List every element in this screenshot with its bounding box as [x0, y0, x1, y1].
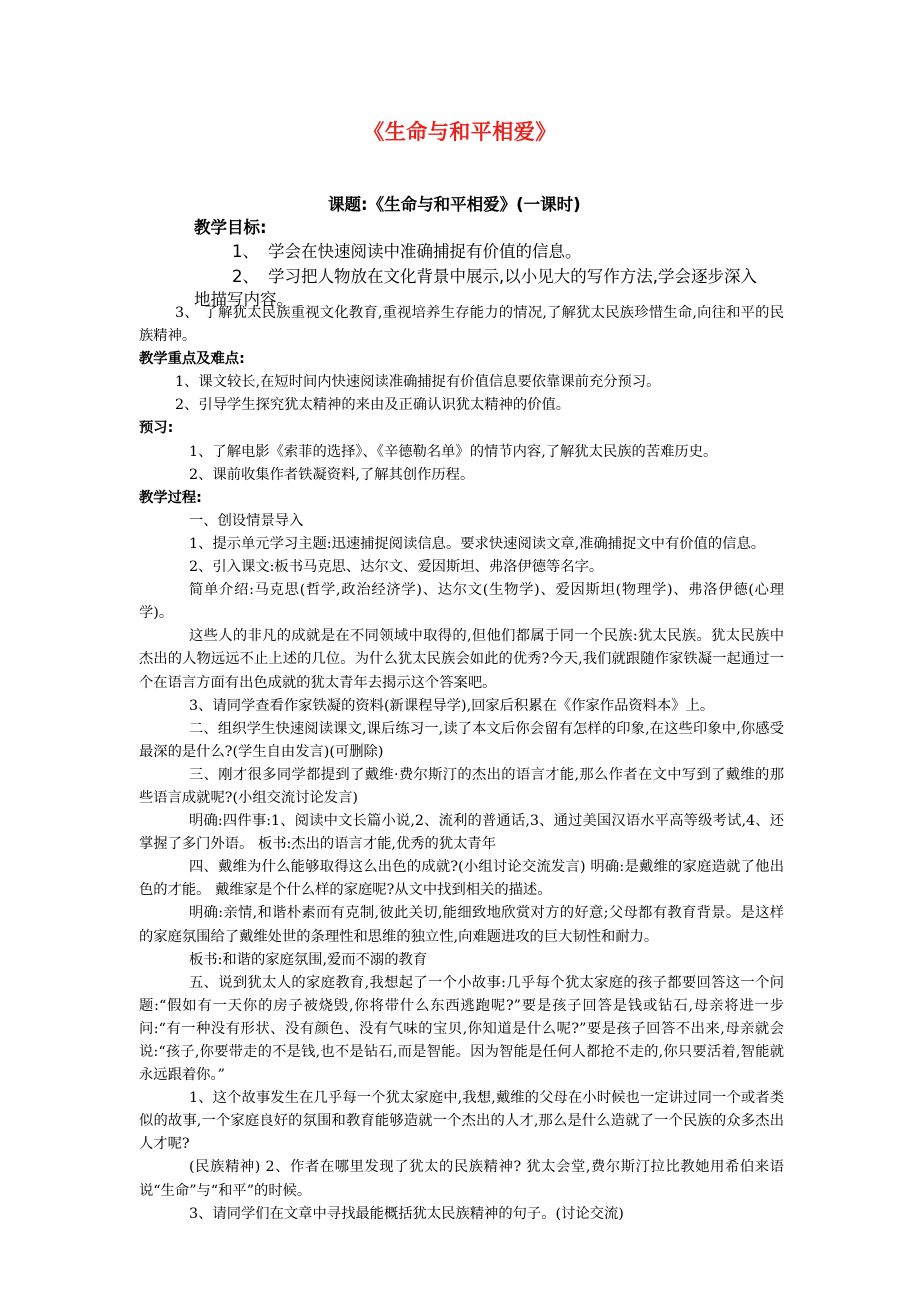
body-paragraph: 3、 了解犹太民族重视文化教育,重视培养生存能力的情况,了解犹太民族珍惜生命,向往和平的民族精神。	[139, 305, 784, 345]
section-heading: 教学重点及难点:	[139, 351, 245, 368]
body-paragraph: 3、请同学们在文章中寻找最能概括犹太民族精神的句子。(讨论交流)	[189, 1205, 624, 1222]
body-paragraph: 三、刚才很多同学都提到了戴维·费尔斯汀的杰出的语言才能,那么作者在文中写到了戴维的那些语言成就呢?(小组交流讨论发言)	[139, 766, 784, 806]
goal-number: 2、	[232, 267, 259, 286]
goal-item-2-continued: 地描写内容。	[194, 290, 293, 309]
lesson-title: 课题:《生命与和平相爱》(一课时)	[328, 195, 581, 214]
body-paragraph: 2、课前收集作者铁凝资料,了解其创作历程。	[189, 466, 475, 483]
body-paragraph: 明确:四件事:1、阅读中文长篇小说,2、流利的普通话,3、通过美国汉语水平高等级考试,4、还掌握了多门外语。 板书:杰出的语言才能,优秀的犹太青年	[139, 813, 784, 853]
body-paragraph: 1、提示单元学习主题:迅速捕捉阅读信息。要求快速阅读文章,准确捕捉文中有价值的信息。	[189, 535, 766, 552]
body-paragraph: 1、了解电影《索菲的选择》、《辛德勒名单》的情节内容,了解犹太民族的苦难历史。	[189, 443, 718, 460]
body-paragraph: 五、说到犹太人的家庭教育,我想起了一个小故事:几乎每个犹太家庭的孩子都要回答这一个问题:“假如有一天你的房子被烧毁,你将带什么东西逃跑呢?”要是孩子回答是钱或钻石,母亲将进一步问:“有一种没有形状、没有颜色、没有气味的宝贝,你知道是什么呢?”要是孩子回答不出来,母亲就会说:“孩子,你要带走的不是钱,也不是钻石,而是智能。因为智能是任何人都抢不走的,你只要活着,智能就永远跟着你。”	[139, 974, 784, 1084]
body-paragraph: (民族精神) 2、作者在哪里发现了犹太的民族精神? 犹太会堂,费尔斯汀拉比教她用希伯来语说“生命”与“和平”的时候。	[139, 1159, 784, 1199]
body-paragraph: 四、戴维为什么能够取得这么出色的成就?(小组讨论交流发言) 明确:是戴维的家庭造就了他出色的才能。 戴维家是个什么样的家庭呢?从文中找到相关的描述。	[139, 859, 784, 899]
body-paragraph: 简单介绍:马克思(哲学,政治经济学)、达尔文(生物学)、爱因斯坦(物理学)、弗洛伊德(心理学)。	[139, 582, 784, 622]
goals-heading: 教学目标:	[194, 218, 267, 237]
document-body	[139, 302, 784, 1226]
goal-number: 1、	[232, 242, 259, 261]
body-paragraph: 3、请同学查看作家铁凝的资料(新课程导学),回家后积累在《作家作品资料本》上。	[189, 697, 715, 714]
body-paragraph: 二、组织学生快速阅读课文,课后练习一,读了本文后你会留有怎样的印象,在这些印象中,你感受最深的是什么?(学生自由发言)(可删除)	[139, 720, 784, 760]
body-paragraph: 明确:亲情,和谐朴素而有克制,彼此关切,能细致地欣赏对方的好意;父母都有教育背景。是这样的家庭氛围给了戴维处世的条理性和思维的独立性,向难题进攻的巨大韧性和耐力。	[139, 905, 784, 945]
goal-text: 学会在快速阅读中准确捕捉有价值的信息。	[268, 242, 582, 261]
section-heading: 预习:	[139, 420, 174, 437]
section-heading: 教学过程:	[139, 489, 202, 506]
document-title: 《生命与和平相爱》	[363, 120, 557, 144]
body-paragraph: 1、课文较长,在短时间内快速阅读准确捕捉有价值信息要依靠课前充分预习。	[175, 374, 661, 391]
goal-item-2	[232, 263, 757, 287]
body-paragraph: 板书:和谐的家庭氛围,爱而不溺的教育	[189, 951, 428, 968]
body-paragraph: 2、引入课文:板书马克思、达尔文、爱因斯坦、弗洛伊德等名字。	[189, 559, 604, 576]
body-paragraph: 一、创设情景导入	[189, 512, 304, 529]
goal-item-1	[232, 238, 582, 262]
goal-text: 学习把人物放在文化背景中展示,以小见大的写作方法,学会逐步深入	[268, 267, 757, 286]
body-paragraph: 这些人的非凡的成就是在不同领域中取得的,但他们都属于同一个民族:犹太民族。犹太民族中杰出的人物远远不止上述的几位。为什么犹太民族会如此的优秀?今天,我们就跟随作家铁凝一起通过一个在语言方面有出色成就的犹太青年去揭示这个答案吧。	[139, 628, 784, 691]
body-paragraph: 1、这个故事发生在几乎每一个犹太家庭中,我想,戴维的父母在小时候也一定讲过同一个或者类似的故事,一个家庭良好的氛围和教育能够造就一个杰出的人才,那么是什么造就了一个民族的众多杰出人才呢?	[139, 1090, 784, 1153]
body-paragraph: 2、引导学生探究犹太精神的来由及正确认识犹太精神的价值。	[175, 397, 571, 414]
